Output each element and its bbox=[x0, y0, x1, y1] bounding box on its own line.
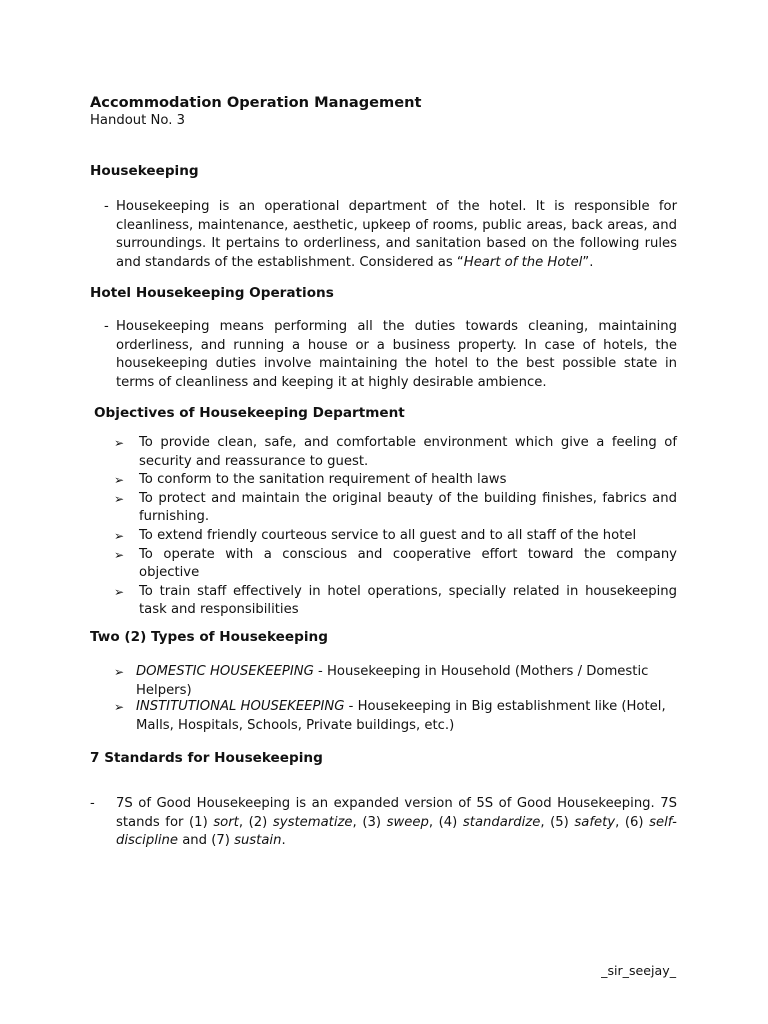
objective-text: To operate with a conscious and cooperative effort toward the company objective bbox=[139, 546, 677, 581]
type-term: INSTITUTIONAL HOUSEKEEPING bbox=[136, 699, 345, 714]
objective-text: To extend friendly courteous service to all guest and to all staff of the hotel bbox=[139, 527, 637, 543]
operations-paragraph-text: Housekeeping means performing all the duties towards cleaning, maintaining orderliness, and running a house or a business property. In case of hotels, the housekeeping duties involve maintaining the hotel to the best possible state in terms of cleanliness and keeping it at highly desirable ambience. bbox=[116, 319, 677, 390]
standard-term: sweep bbox=[386, 814, 429, 830]
heading-objectives: Objectives of Housekeeping Department bbox=[94, 405, 405, 421]
types-list-item-domestic bbox=[114, 663, 677, 700]
list-item bbox=[114, 527, 677, 546]
separator: , (3) bbox=[352, 814, 387, 830]
standard-term: sort bbox=[213, 814, 239, 830]
list-item bbox=[114, 698, 677, 735]
objective-text: To train staff effectively in hotel operations, specially related in housekeeping task and responsibilities bbox=[139, 583, 677, 618]
objective-text: To protect and maintain the original beauty of the building finishes, fabrics and furnishing. bbox=[139, 490, 677, 525]
arrow-bullet-icon: ➢ bbox=[114, 491, 125, 506]
standards-paragraph bbox=[90, 795, 677, 851]
heading-standards: 7 Standards for Housekeeping bbox=[90, 750, 323, 766]
separator: , (2) bbox=[238, 814, 273, 830]
handout-number: Handout No. 3 bbox=[90, 113, 185, 128]
standard-term: safety bbox=[574, 814, 616, 830]
operations-paragraph bbox=[104, 318, 677, 392]
objectives-list bbox=[114, 434, 677, 620]
standard-term: self-discipline bbox=[116, 814, 677, 849]
objective-text: To provide clean, safe, and comfortable environment which give a feeling of security and reassurance to guest. bbox=[139, 435, 677, 469]
arrow-bullet-icon: ➢ bbox=[114, 436, 125, 450]
arrow-bullet-icon: ➢ bbox=[114, 665, 125, 679]
definition-closing: ”. bbox=[582, 254, 594, 270]
arrow-bullet-icon: ➢ bbox=[114, 700, 125, 714]
list-item bbox=[114, 490, 677, 527]
type-description: - Housekeeping in Big establishment like (Hotel, Malls, Hospitals, Schools, Private buildings, etc.) bbox=[136, 699, 666, 733]
type-term: DOMESTIC HOUSEKEEPING bbox=[136, 664, 314, 679]
arrow-bullet-icon: ➢ bbox=[114, 584, 125, 599]
heading-types: Two (2) Types of Housekeeping bbox=[90, 629, 328, 645]
dash-marker: - bbox=[104, 319, 109, 334]
housekeeping-definition bbox=[104, 198, 677, 272]
separator: and (7) bbox=[178, 833, 235, 849]
list-item bbox=[114, 663, 677, 700]
arrow-bullet-icon: ➢ bbox=[114, 547, 125, 562]
standards-intro: 7S of Good Housekeeping is an expanded version of 5S of Good Housekeeping. 7S stands for (1) bbox=[116, 796, 677, 830]
objective-text: To conform to the sanitation requirement of health laws bbox=[139, 472, 507, 488]
list-item bbox=[114, 434, 677, 471]
separator: , (4) bbox=[428, 814, 463, 830]
list-item bbox=[114, 546, 677, 583]
heading-operations: Hotel Housekeeping Operations bbox=[90, 285, 334, 301]
list-item bbox=[114, 471, 677, 490]
separator: . bbox=[281, 833, 286, 849]
dash-marker: - bbox=[90, 796, 95, 811]
standards-text bbox=[116, 795, 677, 851]
separator: , (6) bbox=[615, 814, 650, 830]
definition-text: Housekeeping is an operational department of the hotel. It is responsible for cleanliness, maintenance, aesthetic, upkeep of rooms, public areas, back areas, and surroundings. It pertains to orderliness, and sanitation based on the following rules and standards of the establishment. Considered as “ bbox=[116, 199, 677, 270]
types-list-item-institutional bbox=[114, 698, 677, 735]
type-description: - Housekeeping in Household (Mothers / Domestic Helpers) bbox=[136, 664, 649, 698]
housekeeping-definition-text bbox=[116, 198, 677, 272]
standard-term: sustain bbox=[234, 833, 282, 849]
arrow-bullet-icon: ➢ bbox=[114, 473, 125, 488]
list-item bbox=[114, 583, 677, 620]
dash-marker: - bbox=[104, 199, 109, 214]
separator: , (5) bbox=[540, 814, 575, 830]
document-title: Accommodation Operation Management bbox=[90, 94, 422, 111]
arrow-bullet-icon: ➢ bbox=[114, 528, 125, 543]
standard-term: standardize bbox=[462, 814, 541, 830]
standard-term: systematize bbox=[272, 814, 353, 830]
author-signature: _sir_seejay_ bbox=[601, 963, 676, 978]
heading-housekeeping: Housekeeping bbox=[90, 163, 199, 179]
definition-quote: Heart of the Hotel bbox=[463, 254, 583, 270]
